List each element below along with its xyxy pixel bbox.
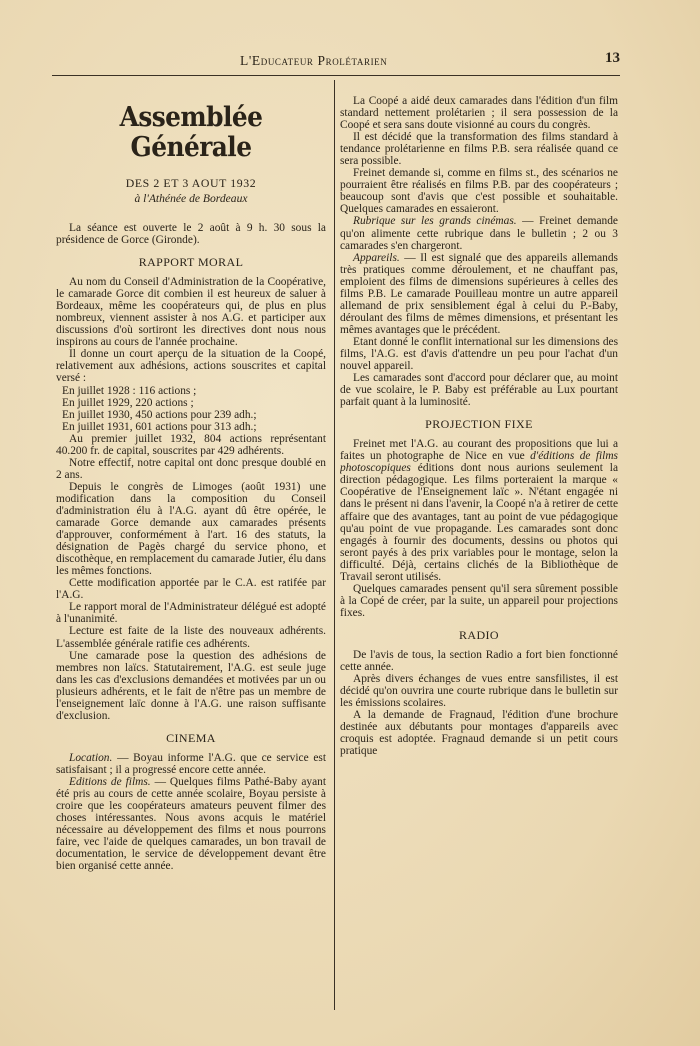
paragraph-projection <box>340 438 618 583</box>
paragraph: Lecture est faite de la liste des nouveaux adhérents. L'assemblée générale ratifie ces adhérents. <box>56 625 326 650</box>
paragraph: Notre effectif, notre capital ont donc presque doublé en 2 ans. <box>56 456 326 481</box>
article-title: Assemblée Générale <box>119 103 263 163</box>
paragraph-text: éditions dont nous aurions seulement la direction pédagogique. Les films porteraient la marque « Coopérative de l'Enseignement laïc ». N'étant engagée ni dans le présent ni dans l'avenir, la Coopé n'a à retirer de cette affaire que des avantages, tant au point de vue pédagogique qu'au point de vue propagande. Les camarades sont donc engagés à fournir des documents, dessins ou photos qui seront payés à des prix variables pour le montage, selon la difficulté. Déjà, certains clichés de la Bibliothèque de Travail seront utilisés. <box>340 462 618 583</box>
paragraph-text: — Freinet demande qu'on alimente cette rubrique dans le bulletin ; 2 ou 3 camarades s'en chargeront. <box>340 215 618 252</box>
paragraph-text: — Quelques films Pathé-Baby ayant été pris au cours de cette année scolaire, Boyau persiste à croire que les coopérateurs amateurs peuvent filmer des choses intéressantes. Nous avons acquis le matériel nécessaire au développement des films et nous pourrons faire, vec l'aide de quelques camarades, un bon travail de documentation, le service de développement devant être bien organisé cette année. <box>56 775 326 873</box>
paragraph-rubrique <box>340 215 618 251</box>
paragraph: Il donne un court aperçu de la situation de la Coopé, relativement aux adhésions, actions souscrites et capital versé : <box>56 348 326 385</box>
paragraph: Quelques camarades pensent qu'il sera sûrement possible à la Copé de créer, par la suite, un appareil pour projections fixes. <box>340 582 618 619</box>
page-number: 13 <box>605 50 620 66</box>
left-column <box>56 103 326 1018</box>
paragraph: Il est décidé que la transformation des films standard à tendance prolétarienne en films P.B. sera réalisée quand ce sera possible. <box>340 131 618 168</box>
article-dates: DES 2 ET 3 AOUT 1932 <box>125 176 257 190</box>
lead-in: Appareils. <box>353 251 400 264</box>
paragraph: La Coopé a aidé deux camarades dans l'édition d'un film standard nettement prolétarien ; il sera possession de la Coopé et sera sans doute visionné au cours du congrès. <box>340 95 618 132</box>
paragraph: Au nom du Conseil d'Administration de la Coopérative, le camarade Gorce dit combien il est heureux de saluer à Bordeaux, même les coopérateurs qui, de plus en plus nombreux, viennent assister à nos A.G. et participer aux discussions d'où sortiront les directives dont nous nous inspirons au cours de l'année prochaine. <box>56 276 326 349</box>
right-column <box>340 95 618 1010</box>
article-place: à l'Athénée de Bordeaux <box>134 192 248 205</box>
paragraph: Une camarade pose la question des adhésions de membres non laïcs. Statutairement, l'A.G. est seule juge dans les cas d'exclusions demandées et motivées par un ou plusieurs adhérents, et le fait de n'être pas un membre de l'enseignement laïc donne à l'A.G. une raison suffisante d'exclusion. <box>56 649 326 722</box>
paragraph-text: — Il est signalé que des appareils allemands très pratiques comme déroulement, et ne chauffant pas, emploient des films de dimensions supérieures à celles des films P.B. Le camarade Pouilleau montre un autre appareil allemand de prix sensiblement égal à celui du P.-Baby, déroulant des films de mêmes dimensions, et présentant les mêmes avantages que le précédent. <box>340 251 618 336</box>
paragraph-editions <box>56 776 326 872</box>
section-heading-projection-fixe: PROJECTION FIXE <box>425 417 533 432</box>
paragraph: Le rapport moral de l'Administrateur délégué est adopté à l'unanimité. <box>56 601 326 626</box>
paragraph: Cette modification apportée par le C.A. est ratifée par l'A.G. <box>56 577 326 602</box>
list-item: En juillet 1929, 220 actions ; <box>62 396 194 409</box>
paragraph-text: Freinet met l'A.G. au courant des propositions que lui a faites un photographe de Nice en vue <box>340 438 618 463</box>
paragraph: Depuis le congrès de Limoges (août 1931) une modification dans la composition du Conseil d'administration élu à l'A.G. ayant dû être opérée, le camarade Gorce demande aux camarades présents d'approuver, conformément à l'art. 16 des statuts, la désignation de Pagès chargé du service phono, et discothèque, en remplacement du camarade Jutier, élu dans les mêmes fonctions. <box>56 480 326 578</box>
shares-list <box>56 385 326 433</box>
paragraph-appareils <box>340 252 618 336</box>
paragraph: Après divers échanges de vues entre sansfilistes, il est décidé qu'on ouvrira une courte rubrique dans le bulletin sur les émissions scolaires. <box>340 673 618 710</box>
lead-in: Rubrique sur les grands cinémas. <box>353 215 517 228</box>
section-heading-radio: RADIO <box>459 627 499 642</box>
section-heading-cinema: CINEMA <box>166 730 216 745</box>
running-title: L'Educateur Prolétarien <box>240 53 388 68</box>
paragraph-location <box>56 752 326 776</box>
column-divider <box>334 80 335 1010</box>
opening-paragraph: La séance est ouverte le 2 août à 9 h. 30 sous la présidence de Gorce (Gironde). <box>56 222 326 247</box>
list-item: En juillet 1930, 450 actions pour 239 adh.; <box>62 408 257 421</box>
paragraph: Les camarades sont d'accord pour déclarer que, au moint de vue scolaire, le P. Baby est préférable au Lux pourtant parfait quant à la luminosité. <box>340 372 618 409</box>
list-item: En juillet 1931, 601 actions pour 313 adh.; <box>62 420 257 433</box>
section-heading-rapport-moral: RAPPORT MORAL <box>138 255 244 270</box>
page-header <box>52 50 620 72</box>
paragraph: A la demande de Fragnaud, l'édition d'une brochure destinée aux débutants pour montages d'appareils avec croquis est adoptée. Fragnaud demande si un petit cours pratique <box>340 709 618 758</box>
lead-in: Location. <box>69 751 113 764</box>
paragraph: Au premier juillet 1932, 804 actions représentant 40.200 fr. de capital, souscrites par 429 adhérents. <box>56 432 326 457</box>
paragraph: De l'avis de tous, la section Radio a fort bien fonctionné cette année. <box>340 648 618 673</box>
paragraph-text: — Boyau informe l'A.G. que ce service est satisfaisant ; il a progressé encore cette année. <box>56 751 326 776</box>
paragraph: Etant donné le conflit international sur les dimensions des films, l'A.G. est d'avis d'attendre un peu pour l'achat d'un nouvel appareil. <box>340 335 618 373</box>
paragraph: Freinet demande si, comme en films st., des scénarios ne pourraient être réalisés en films P.B. par des coopérateurs ; beaucoup sont d'avis que c'est possible et souhaitable. Quelques camarades en essaieront. <box>340 167 618 216</box>
lead-in: Editions de films. <box>69 775 151 788</box>
list-item: En juillet 1928 : 116 actions ; <box>62 384 197 397</box>
header-rule <box>52 75 620 76</box>
italic-phrase: d'éditions de films photoscopiques <box>340 450 618 475</box>
